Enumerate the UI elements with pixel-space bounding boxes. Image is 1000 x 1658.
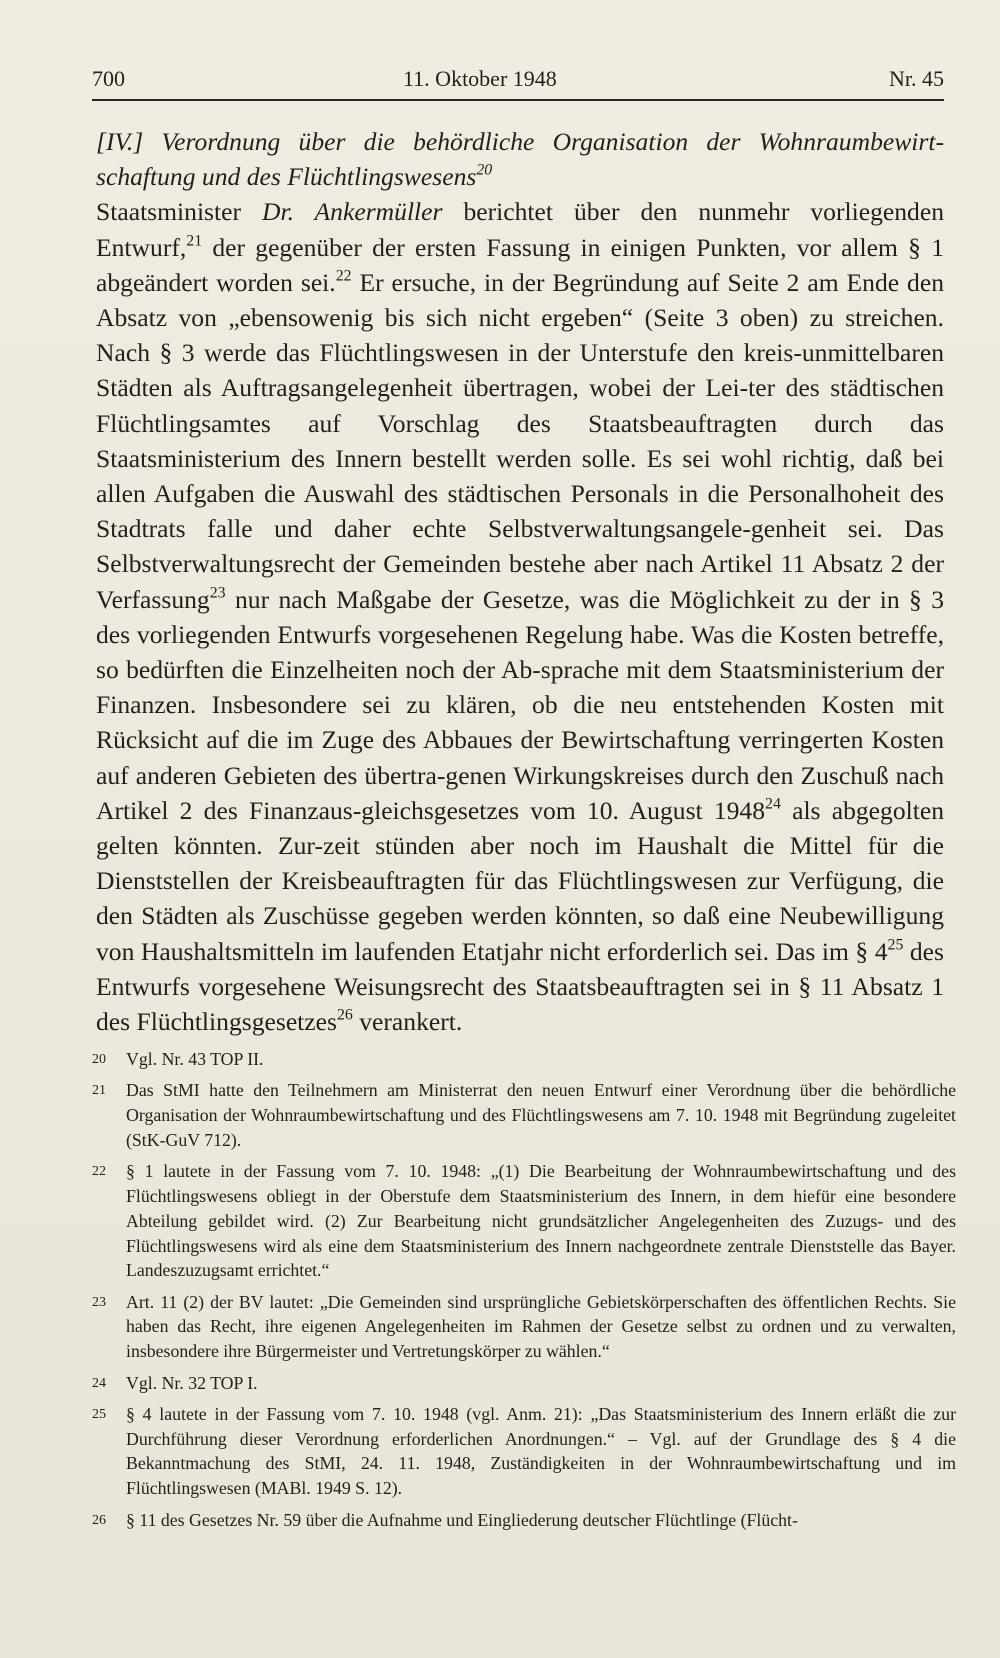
footnote-number: 20: [92, 1052, 106, 1067]
footnote-text: § 11 des Gesetzes Nr. 59 über die Aufnahme und Eingliederung deutscher Flüchtlinge (Flücht-: [126, 1509, 798, 1530]
footnote-ref: 23: [209, 584, 226, 602]
section-number: [IV.]: [96, 127, 144, 156]
text-run: Staatsminister: [96, 197, 263, 227]
footnote: [92, 1371, 956, 1396]
text-run: nur nach Maßgabe der Gesetze, was die Möglichkeit zu der in § 3 des vorliegenden Entwurfs vorgesehenen Regelung habe. Was die Kosten betreffe, so bedürften die Einzelheiten noch der Ab-sprache mit dem Staatsministerium der Finanzen. Insbesondere sei zu klären, ob die neu entstehenden Kosten mit Rücksicht auf die im Zuge des Abbaues der Bewirtschaftung verringerten Kosten auf anderen Gebieten des übertra-genen Wirkungskreises durch den Zuschuß nach Artikel 2 des Finanzaus-gleichsgesetzes vom 10. August 1948: [96, 584, 944, 825]
speaker-name: Dr. Ankermüller: [262, 197, 443, 227]
footnotes: [92, 1047, 956, 1539]
running-header: [92, 58, 944, 96]
footnote-ref: 25: [887, 936, 904, 954]
issue-number: Nr. 45: [889, 66, 944, 91]
section-title-text: Verordnung über die behördliche Organisation der Wohnraumbewirt-schaftung und des Flüchtlingswesens: [96, 127, 944, 192]
footnote-text: Vgl. Nr. 43 TOP II.: [126, 1049, 264, 1069]
footnote-number: 22: [92, 1164, 106, 1180]
footnote-ref: 24: [765, 795, 781, 813]
text-run: des Entwurfs vorgesehene Weisungsrecht des Staatsbeauftragten sei in § 11 Absatz 1 des Flüchtlingsgesetzes: [96, 936, 944, 1037]
footnote-ref: 26: [336, 1006, 353, 1024]
text-run: der gegenüber der ersten Fassung in einigen Punkten, vor allem § 1 abgeändert worden sei.: [96, 232, 944, 297]
header-rule: [92, 99, 944, 101]
text-run: als abgegolten gelten könnten. Zur-zeit stünden aber noch im Haushalt die Mittel für die Dienststellen der Kreisbeauftragten für das Flüchtlingswesen zur Verfügung, die den Städten als Zuschüsse gegeben werden könnten, so daß eine Neubewilligung von Haushaltsmitteln im laufenden Etatjahr nicht erforderlich sei. Das im § 4: [96, 795, 944, 966]
section-title: [96, 124, 944, 194]
footnote: [92, 1047, 956, 1072]
text-run: Er ersuche, in der Begründung auf Seite 2 am Ende den Absatz von „ebensowenig bis sich nicht ergeben“ (Seite 3 oben) zu streichen. Nach § 3 werde das Flüchtlingswesen in der Unterstufe den kreis-unmittelbaren Städten als Auftragsangelegenheit übertragen, wobei der Lei-ter des städtischen Flüchtlingsamtes auf Vorschlag des Staatsbeauftragten durch das Staatsministerium des Innern bestellt werden solle. Es sei wohl richtig, daß bei allen Aufgaben die Auswahl des städtischen Personals in die Personalhoheit des Stadtrats falle und daher echte Selbstverwaltungsangele-genheit sei. Das Selbstverwaltungsrecht der Gemeinden bestehe aber nach Artikel 11 Absatz 2 der Verfassung: [96, 267, 944, 614]
footnote-number: 23: [92, 1294, 106, 1310]
footnote-ref: 21: [186, 232, 203, 250]
footnote-number: 25: [92, 1406, 106, 1422]
main-text: [96, 124, 944, 1039]
footnote-ref: 20: [476, 161, 493, 179]
text-run: verankert.: [352, 1007, 463, 1037]
text-run: berichtet über den nunmehr vorliegenden Entwurf,: [96, 197, 944, 262]
footnote: [92, 1078, 956, 1152]
header-date: 11. Oktober 1948: [403, 66, 557, 91]
footnote-text: Art. 11 (2) der BV lautet: „Die Gemeinden sind ursprüngliche Gebietskörperschaften des öffentlichen Rechts. Sie haben das Recht, ihre eigenen Angelegenheiten im Rahmen der Gesetze selbst zu ordnen und zu verwalten, insbesondere ihre Bürgermeister und Vertretungskörper zu wählen.“: [126, 1291, 956, 1362]
footnote-ref: 22: [335, 267, 352, 285]
footnote-number: 21: [92, 1083, 106, 1099]
footnote-number: 26: [92, 1512, 106, 1528]
footnote-text: Das StMI hatte den Teilnehmern am Ministerrat den neuen Entwurf einer Verordnung über die behördliche Organisation der Wohnraumbewirtschaftung und des Flüchtlingswesens am 7. 10. 1948 mit Begründung zugeleitet (StK-GuV 712).: [126, 1080, 956, 1150]
footnote: [92, 1159, 956, 1283]
footnote-number: 24: [92, 1375, 106, 1391]
body-paragraph: [96, 194, 944, 1039]
page-number: 700: [92, 66, 125, 91]
footnote-text: Vgl. Nr. 32 TOP I.: [126, 1372, 258, 1393]
footnote-text: § 1 lautete in der Fassung vom 7. 10. 1948: „(1) Die Bearbeitung der Wohnraumbewirtschaftung und des Flüchtlingswesens obliegt in der Oberstufe dem Staatsministerium des Innern, in dem hiefür eine besondere Abteilung gebildet wird. (2) Zur Bearbeitung nicht grundsätzlicher Angelegenheiten des Zuzugs- und des Flüchtlingswesens wird als eine dem Staatsministerium des Innern nachgeordnete zentrale Dienststelle das Bayer. Landeszuzugsamt errichtet.“: [126, 1161, 956, 1281]
footnote: [92, 1402, 956, 1501]
footnote-text: § 4 lautete in der Fassung vom 7. 10. 1948 (vgl. Anm. 21): „Das Staatsministerium des Innern erläßt die zur Durchführung dieser Verordnung erforderlichen Anordnungen.“ – Vgl. auf der Grundlage des § 4 die Bekanntmachung des StMI, 24. 11. 1948, Zuständigkeiten in der Wohnraumbewirtschaftung und im Flüchtlingswesen (MABl. 1949 S. 12).: [126, 1403, 956, 1499]
footnote: [92, 1508, 956, 1533]
footnote: [92, 1290, 956, 1364]
